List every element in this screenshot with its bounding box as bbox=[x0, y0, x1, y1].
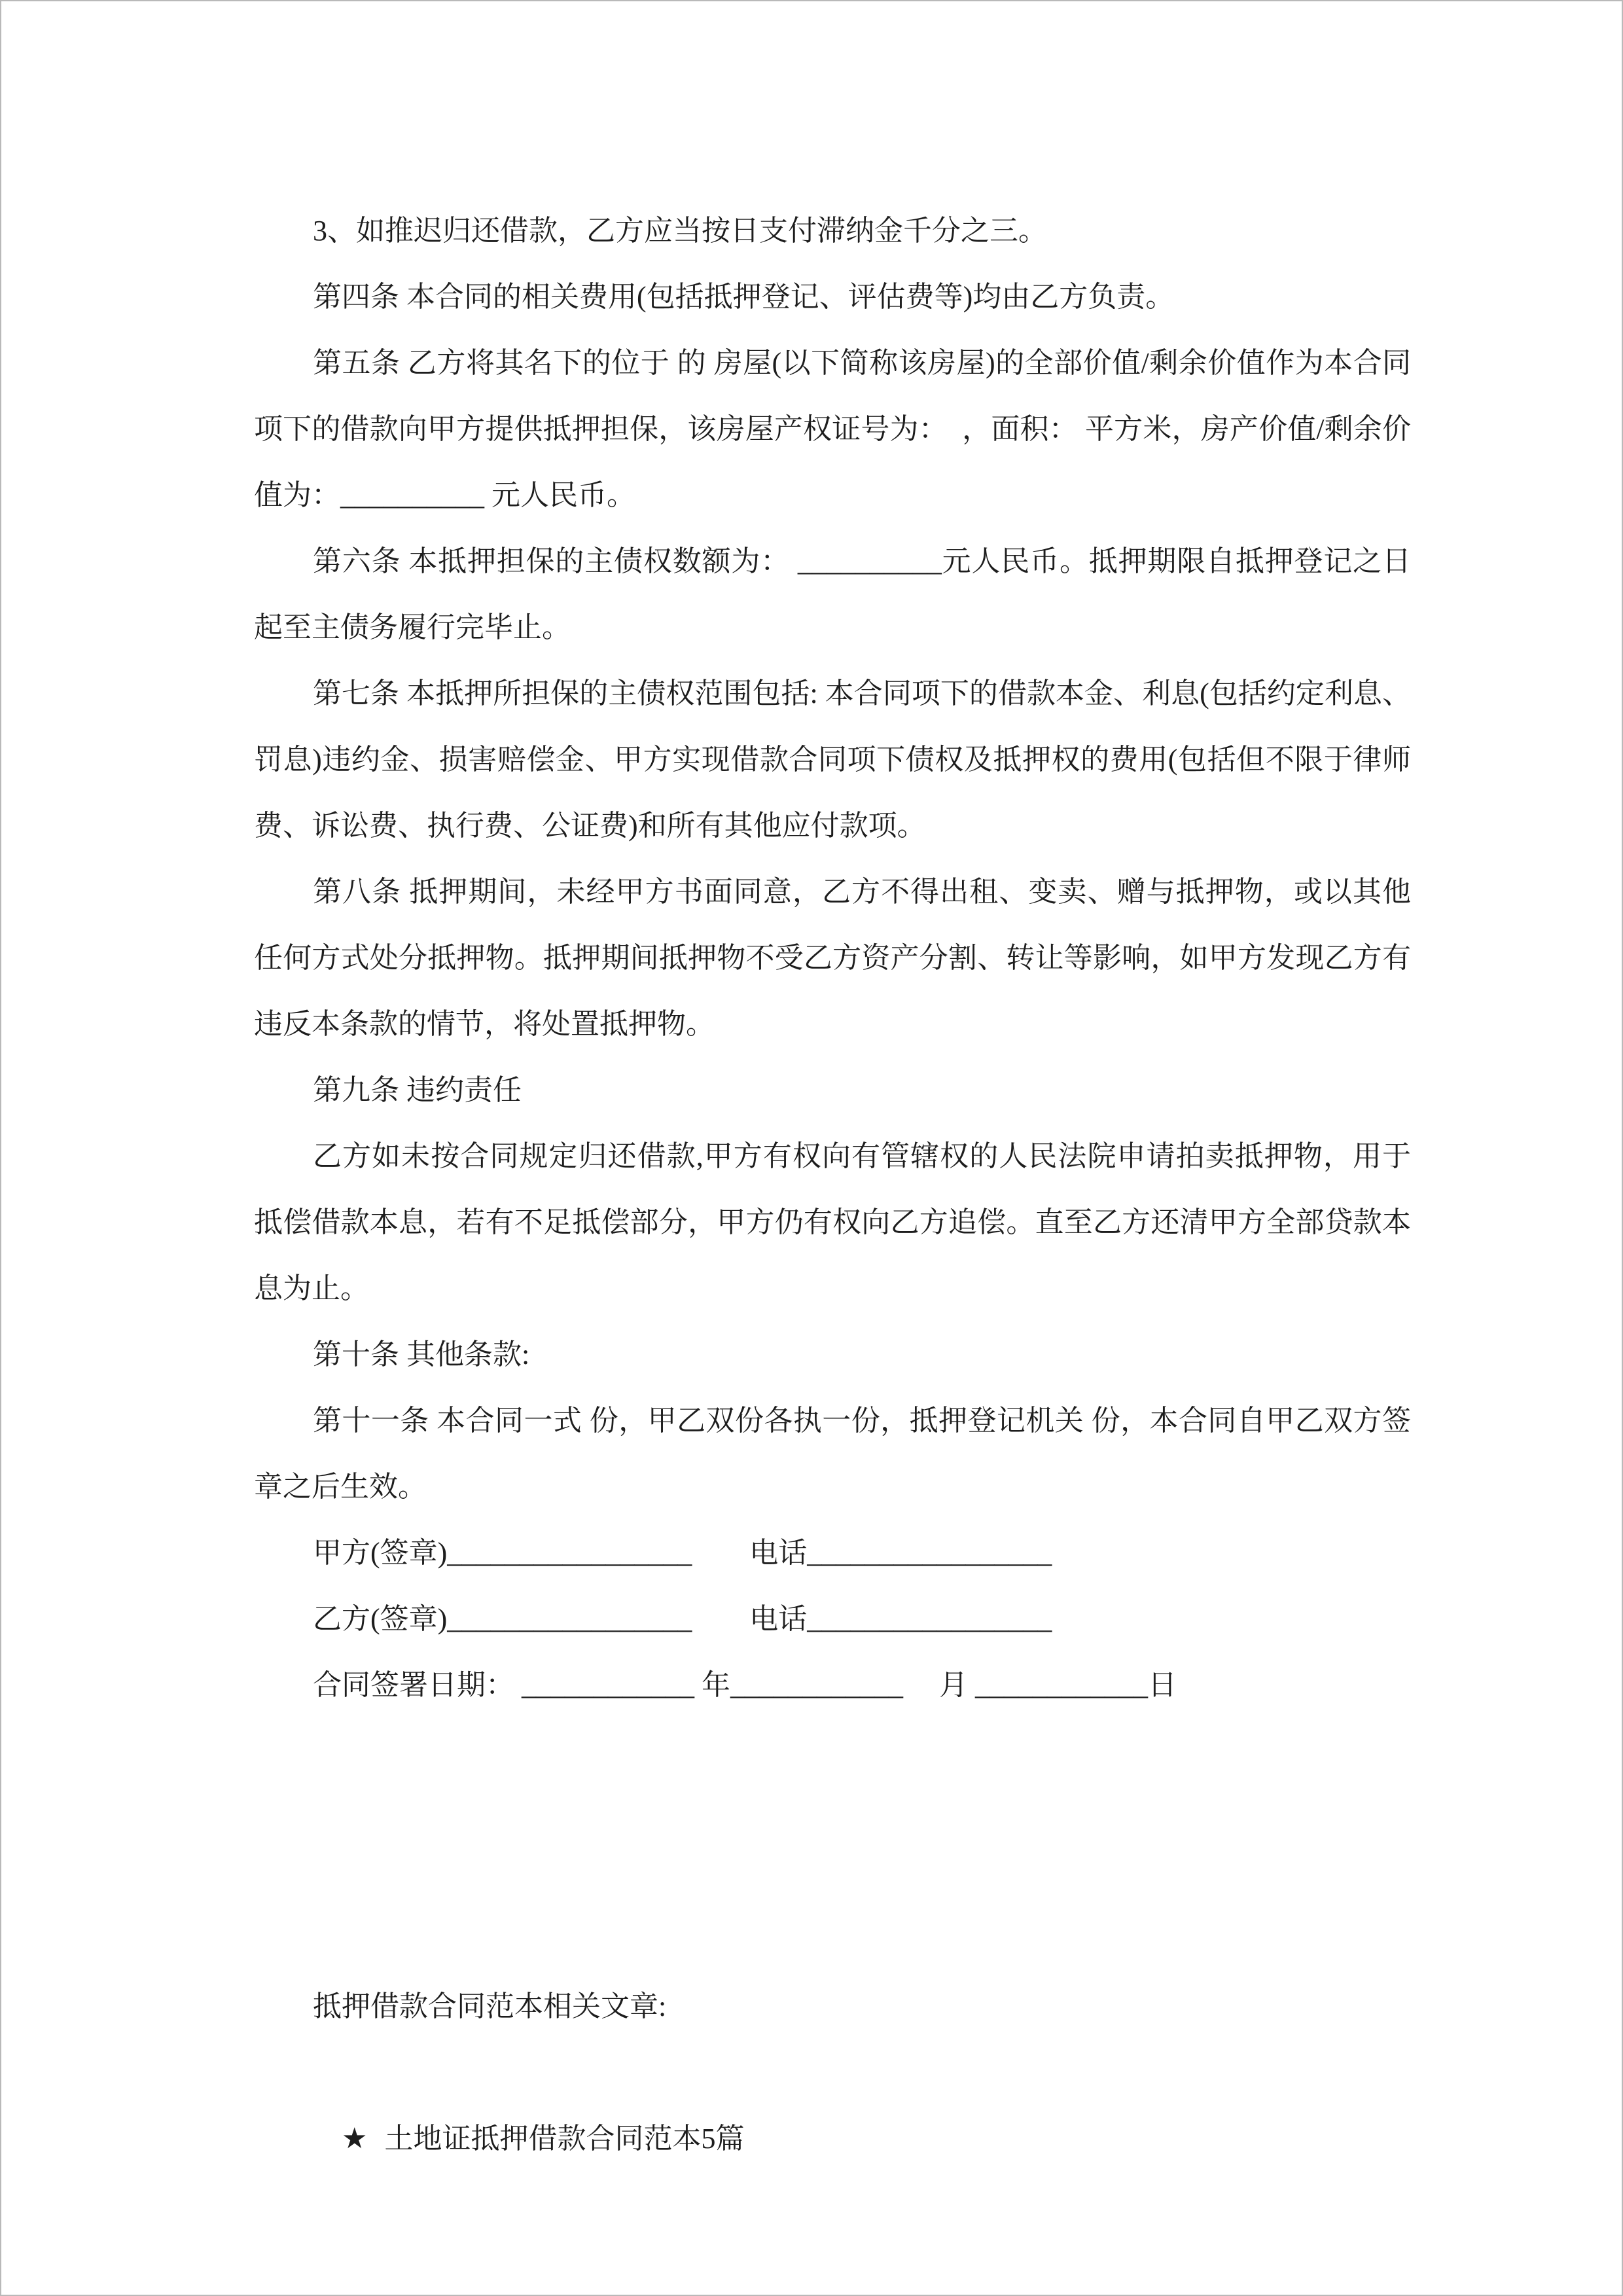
related-articles-heading: 抵押借款合同范本相关文章: bbox=[313, 1990, 667, 2022]
paragraph-3-late-fee: 3、如推迟归还借款，乙方应当按日支付滞纳金千分之三。 bbox=[313, 215, 1047, 247]
party-a-signature-line: 甲方(签章)_________________ 电话_________________ bbox=[313, 1537, 1052, 1569]
contract-date-line: 合同签署日期： ____________ 年____________ 月 ____________日 bbox=[313, 1669, 1177, 1701]
related-article-item bbox=[254, 2039, 1411, 2238]
related-article-title: 土地证抵押借款合同范本5篇 bbox=[384, 2123, 745, 2155]
star-icon: ★ bbox=[342, 2123, 368, 2155]
party-b-signature-line: 乙方(签章)_________________ 电话_________________ bbox=[313, 1603, 1052, 1635]
clause-9-breach-title: 第九条 违约责任 bbox=[313, 1074, 522, 1106]
clause-10-other-terms: 第十条 其他条款: bbox=[313, 1338, 530, 1371]
clause-6-debt-amount: 第六条 本抵押担保的主债权数额为： __________元人民币。抵押期限自抵押登记之日起至主债务履行完毕止。 bbox=[254, 545, 1411, 643]
clause-5-collateral: 第五条 乙方将其名下的位于 的 房屋(以下简称该房屋)的全部价值/剩余价值作为本合同项下的借款向甲方提供抵押担保，该房屋产权证号为： ，面积： 平方米，房产价值/剩余价值为：__________ 元人民币。 bbox=[254, 347, 1411, 511]
clause-8-mortgage-period: 第八条 抵押期间，未经甲方书面同意，乙方不得出租、变卖、赠与抵押物，或以其他任何方式处分抵押物。抵押期间抵押物不受乙方资产分割、转让等影响，如甲方发现乙方有违反本条款的情节，将处置抵押物。 bbox=[254, 876, 1411, 1040]
clause-9-breach-body: 乙方如未按合同规定归还借款,甲方有权向有管辖权的人民法院申请拍卖抵押物，用于抵偿借款本息，若有不足抵偿部分，甲方仍有权向乙方追偿。直至乙方还清甲方全部贷款本息为止。 bbox=[254, 1140, 1411, 1304]
clause-4-fees: 第四条 本合同的相关费用(包括抵押登记、评估费等)均由乙方负责。 bbox=[313, 281, 1175, 313]
clause-11-copies: 第十一条 本合同一式 份，甲乙双份各执一份，抵押登记机关 份，本合同自甲乙双方签章之后生效。 bbox=[254, 1405, 1411, 1503]
clause-7-claim-scope: 第七条 本抵押所担保的主债权范围包括: 本合同项下的借款本金、利息(包括约定利息、罚息)违约金、损害赔偿金、甲方实现借款合同项下债权及抵押权的费用(包括但不限于律师费、诉讼费、执行费、公证费)和所有其他应付款项。 bbox=[254, 677, 1411, 842]
